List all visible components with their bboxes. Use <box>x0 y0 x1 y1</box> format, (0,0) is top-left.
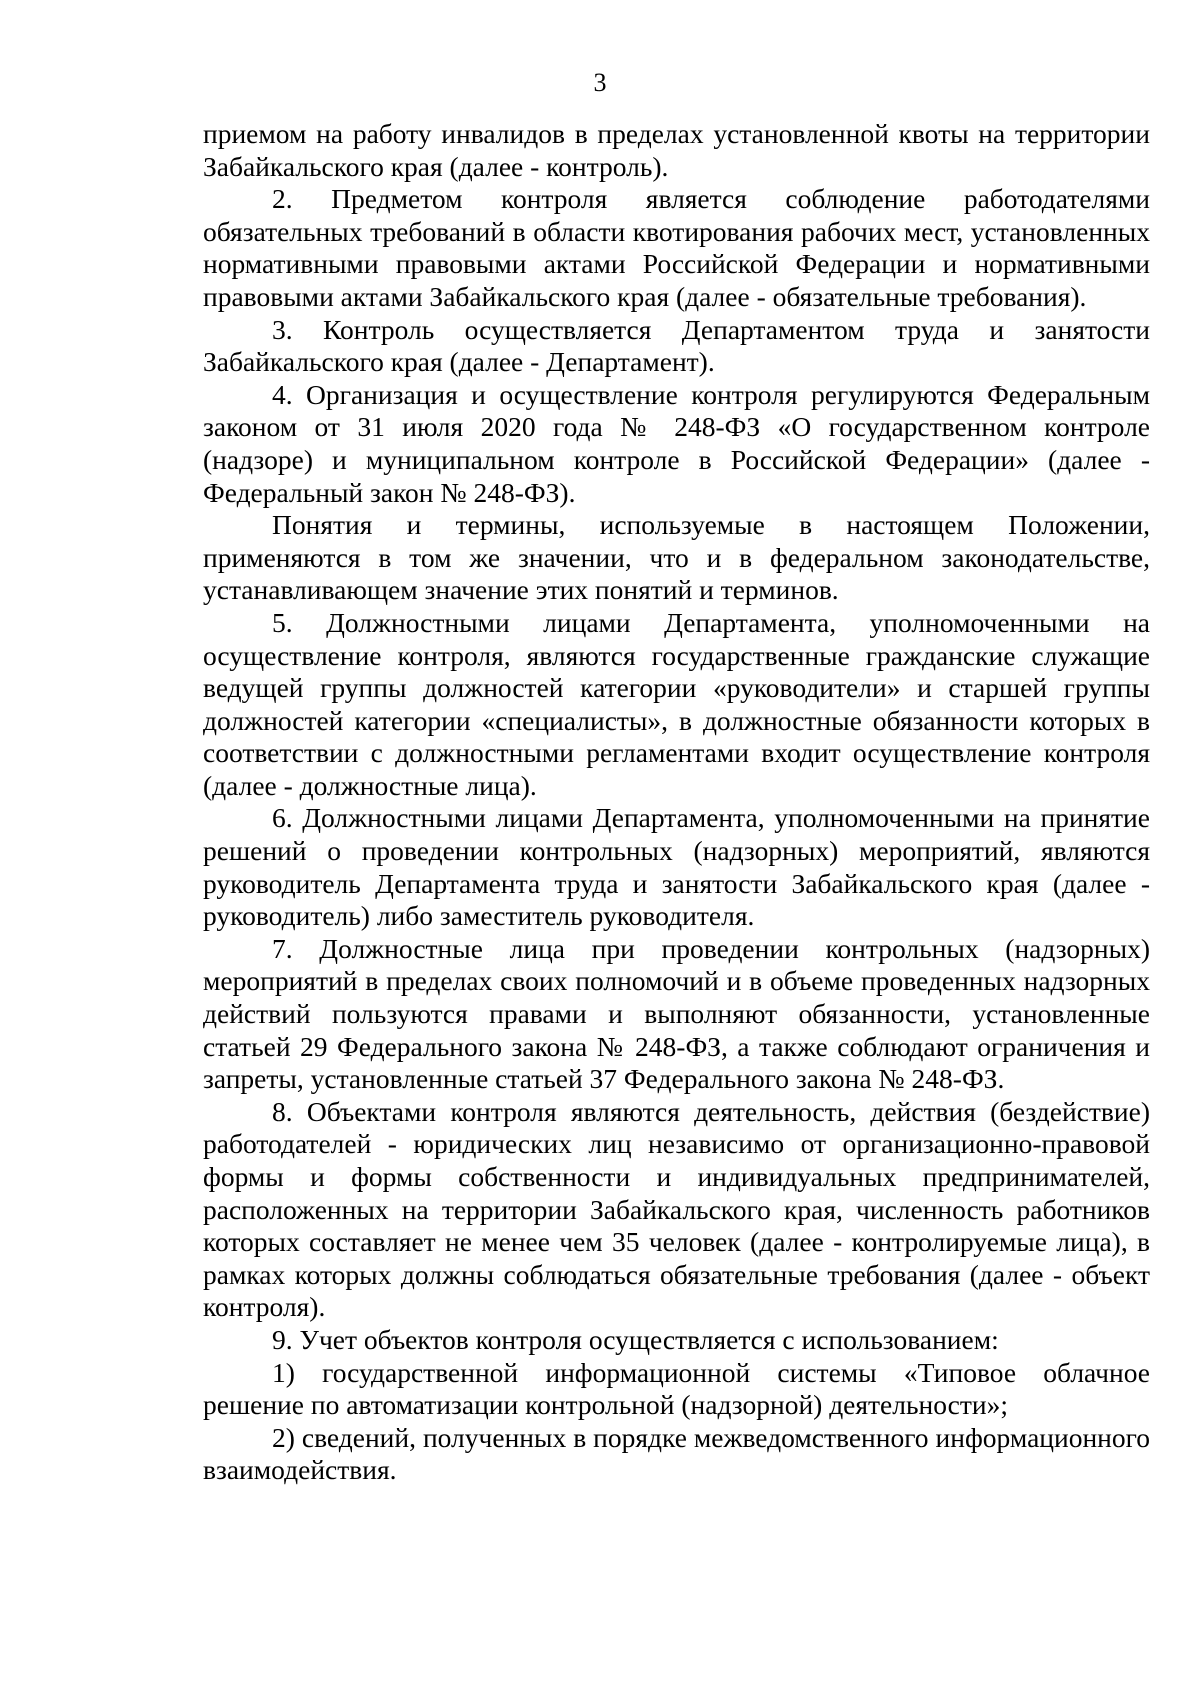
page-number: 3 <box>593 68 607 97</box>
paragraph-2: 2. Предметом контроля является соблюдение работодателями обязательных требований в области квотирования рабочих мест, установленных нормативными правовыми актами Российской Федерации и нормативными правовыми актами Забайкальского края (далее - обязательные требования). <box>203 183 1150 312</box>
paragraph-continuation: приемом на работу инвалидов в пределах установленной квоты на территории Забайкальского края (далее - контроль). <box>203 118 1150 182</box>
paragraph-9-item-2: 2) сведений, полученных в порядке межведомственного информационного взаимодействия. <box>203 1421 1150 1486</box>
paragraph-9-item-1: 1) государственной информационной системы «Типовое облачное решение по автоматизации контрольной (надзорной) деятельности»; <box>203 1356 1150 1421</box>
paragraph-7: 7. Должностные лица при проведении контрольных (надзорных) мероприятий в пределах своих полномочий и в объеме проведенных надзорных действий пользуются правами и выполняют обязанности, установленные статьей 29 Федерального закона № 248-ФЗ, а также соблюдают ограничения и запреты, установленные статьей 37 Федерального закона № 248-ФЗ. <box>203 932 1150 1095</box>
paragraph-4-terms: Понятия и термины, используемые в настоящем Положении, применяются в том же значении, что и в федеральном законодательстве, устанавливающем значение этих понятий и терминов. <box>203 509 1150 606</box>
paragraph-5: 5. Должностными лицами Департамента, уполномоченными на осуществление контроля, являются государственные гражданские служащие ведущей группы должностей категории «руководители» и старшей группы должностей категории «специалисты», в должностные обязанности которых в соответствии с должностными регламентами входит осуществление контроля (далее - должностные лица). <box>203 606 1150 801</box>
paragraph-8: 8. Объектами контроля являются деятельность, действия (бездействие) работодателей - юридических лиц независимо от организационно-правовой формы и формы собственности и индивидуальных предпринимателей, расположенных на территории Забайкальского края, численность работников которых составляет не менее чем 35 человек (далее - контролируемые лица), в рамках которых должны соблюдаться обязательные требования (далее - объект контроля). <box>203 1095 1150 1323</box>
paragraph-3: 3. Контроль осуществляется Департаментом труда и занятости Забайкальского края (далее - Департамент). <box>203 313 1150 378</box>
document-body <box>203 118 1150 1487</box>
paragraph-9: 9. Учет объектов контроля осуществляется с использованием: <box>272 1323 999 1355</box>
paragraph-6: 6. Должностными лицами Департамента, уполномоченными на принятие решений о проведении контрольных (надзорных) мероприятий, являются руководитель Департамента труда и занятости Забайкальского края (далее - руководитель) либо заместитель руководителя. <box>203 802 1150 932</box>
paragraph-4: 4. Организация и осуществление контроля регулируются Федеральным законом от 31 июля 2020 года № 248-ФЗ «О государственном контроле (надзоре) и муниципальном контроле в Российской Федерации» (далее - Федеральный закон № 248-ФЗ). <box>203 378 1150 508</box>
